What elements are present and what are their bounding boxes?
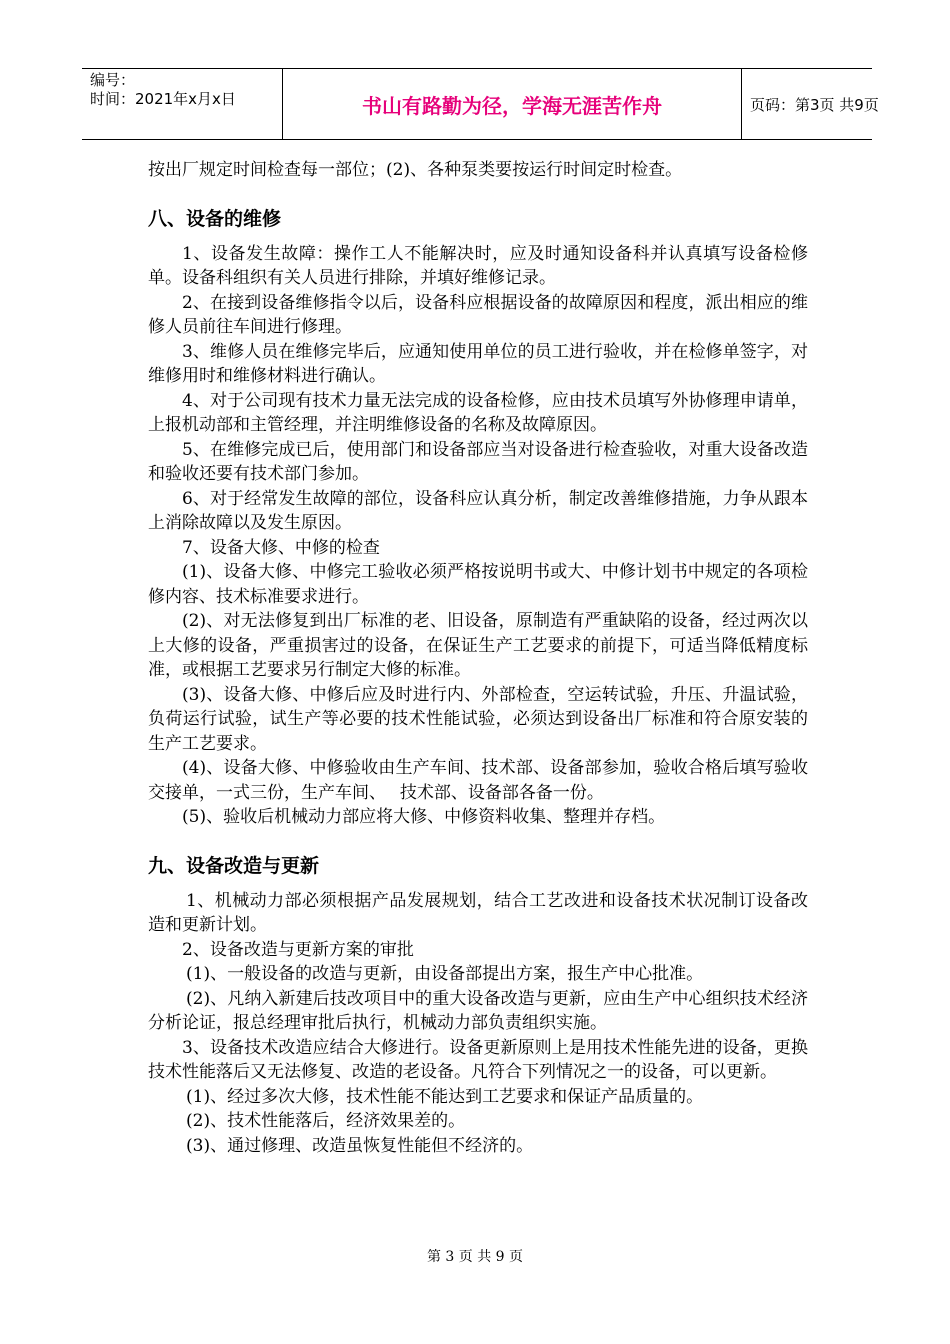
section-heading: 八、设备的维修 [148, 207, 282, 230]
paragraph: (2)、凡纳入新建后技改项目中的重大设备改造与更新，应由生产中心组织技术经济分析论证，报总经理审批后执行，机械动力部负责组织实施。 [148, 988, 808, 1033]
paragraph: 4、对于公司现有技术力量无法完成的设备检修，应由技术员填写外协修理申请单，上报机动部和主管经理，并注明维修设备的名称及故障原因。 [148, 390, 808, 435]
section-heading: 九、设备改造与更新 [148, 854, 320, 877]
paragraph: 3、设备技术改造应结合大修进行。设备更新原则上是用技术性能先进的设备，更换技术性能落后又无法修复、改造的老设备。凡符合下列情况之一的设备，可以更新。 [148, 1037, 808, 1082]
header-motto: 书山有路勤为径，学海无涯苦作舟 [282, 69, 742, 139]
code-label: 编号： [90, 71, 136, 89]
header-page-label: 页码：第3页 共9页 [750, 95, 879, 114]
paragraph: 3、维修人员在维修完毕后，应通知使用单位的员工进行验收，并在检修单签字，对维修用时和维修材料进行确认。 [148, 341, 808, 386]
paragraph: (2)、对无法修复到出厂标准的老、旧设备，原制造有严重缺陷的设备，经过两次以上大修的设备，严重损害过的设备，在保证生产工艺要求的前提下，可适当降低精度标准，或根据工艺要求另行制定大修的标准。 [148, 611, 808, 680]
paragraph: (1)、经过多次大修，技术性能不能达到工艺要求和保证产品质量的。 [186, 1086, 704, 1107]
paragraph: 6、对于经常发生故障的部位，设备科应认真分析，制定改善维修措施，力争从跟本上消除故障以及发生原因。 [148, 488, 808, 533]
paragraph: (2)、技术性能落后，经济效果差的。 [186, 1111, 466, 1131]
paragraph: (3)、设备大修、中修后应及时进行内、外部检查，空运转试验，升压、升温试验，负荷运行试验，试生产等必要的技术性能试验，必须达到设备出厂标准和符合原安装的生产工艺要求。 [148, 684, 808, 754]
paragraph: (5)、验收后机械动力部应将大修、中修资料收集、整理并存档。 [182, 807, 666, 827]
page-header [82, 68, 879, 140]
header-meta [82, 69, 282, 139]
document-body [148, 158, 808, 1158]
paragraph: 按出厂规定时间检查每一部位；(2)、各种泵类要按运行时间定时检查。 [148, 160, 683, 180]
paragraph: 1、机械动力部必须根据产品发展规划，结合工艺改进和设备技术状况制订设备改造和更新计划。 [148, 890, 808, 935]
page-footer: 第 3 页 共 9 页 [426, 1249, 524, 1265]
paragraph: (4)、设备大修、中修验收由生产车间、技术部、设备部参加，验收合格后填写验收交接单，一式三份，生产车间、 技术部、设备部各备一份。 [148, 758, 808, 803]
paragraph: 7、设备大修、中修的检查 [182, 537, 380, 558]
time-label: 时间：2021年x月x日 [90, 90, 236, 108]
paragraph: 5、在维修完成已后，使用部门和设备部应当对设备进行检查验收，对重大设备改造和验收还要有技术部门参加。 [148, 439, 808, 484]
paragraph: 2、在接到设备维修指令以后，设备科应根据设备的故障原因和程度，派出相应的维修人员前往车间进行修理。 [148, 292, 808, 337]
paragraph: (1)、设备大修、中修完工验收必须严格按说明书或大、中修计划书中规定的各项检修内容、技术标准要求进行。 [148, 562, 808, 607]
paragraph: 1、设备发生故障：操作工人不能解决时，应及时通知设备科并认真填写设备检修单。设备科组织有关人员进行排除，并填好维修记录。 [148, 243, 808, 288]
paragraph: (1)、一般设备的改造与更新，由设备部提出方案，报生产中心批准。 [186, 964, 704, 984]
paragraph: 2、设备改造与更新方案的审批 [182, 939, 414, 960]
paragraph: (3)、通过修理、改造虽恢复性能但不经济的。 [186, 1135, 534, 1156]
